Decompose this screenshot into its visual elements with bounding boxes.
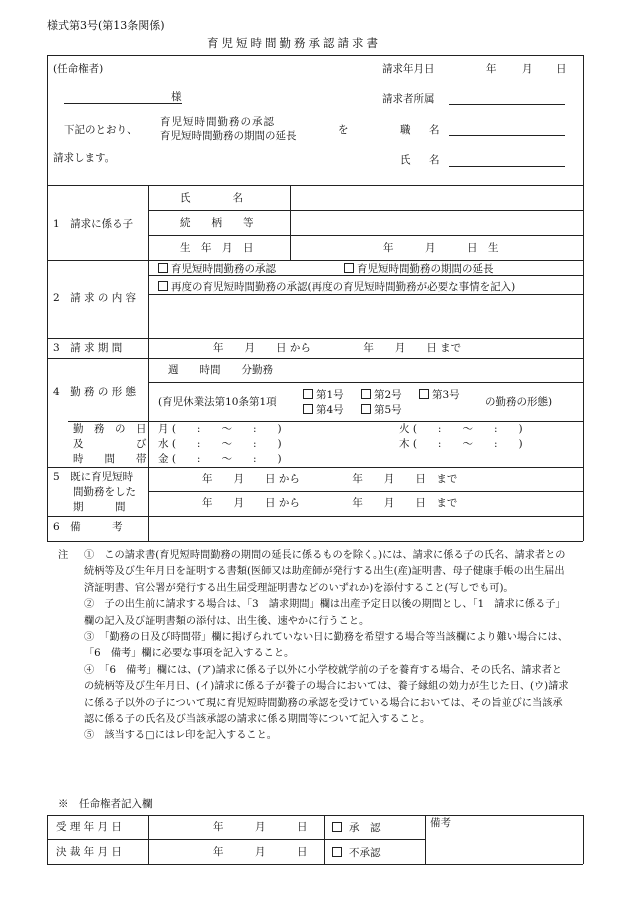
s4-monday: 月 ( : ～ : ) [158,423,282,435]
s1-row-line-1 [148,210,583,211]
s4-row-line-1 [148,382,583,383]
authority-section-title: ※ 任命権者記入欄 [58,798,153,810]
s1-row-line-2 [148,235,583,236]
request-date-label: 請求年月日 [382,63,435,75]
label-column-line [148,185,149,541]
s4-law-prefix: (育児休業法第10条第1項 [158,396,277,408]
date-day: 日 [556,63,567,75]
s4-wednesday: 水 ( : ～ : ) [158,438,282,450]
s3-label: 3 請 求 期 間 [53,342,123,354]
child-birth-label: 生 年 月 日 [180,242,254,254]
divider-header [47,185,583,186]
s5-row-1: 年 月 日 から 年 月 日 まで [202,473,458,485]
s2-row-line-1 [148,275,583,276]
note-4-text: ④ 「6 備考」欄には、(ア)請求に係る子以外に小学校就学前の子を養育する場合、その氏名、請求者との続柄等及び生年月日、(イ)請求に係る子が養子の場合においては、養子縁組の効力が生じた日、(ウ)請求に係る子以外の子について現に育児短時間勤務の承認を受けている場合においては、その旨並びに当該承認に係る子の氏名及び当該承認の請求に係る期間等について記入すること。 [84,664,569,726]
date-year: 年 [486,63,497,75]
s4-no1[interactable] [303,389,344,401]
s4-no2-label: 第2号 [374,389,402,401]
decided-date: 年 月 日 [213,846,308,858]
note-3 [58,630,570,663]
checkbox-icon[interactable] [419,389,429,399]
s4-friday: 金 ( : ～ : ) [158,453,282,465]
s2-label: 2 請 求 の 内 容 [53,292,137,304]
checkbox-icon[interactable] [303,389,313,399]
s4-no4-label: 第4号 [316,404,344,416]
received-label: 受 理 年 月 日 [56,821,122,833]
note-4 [58,663,570,729]
reject-label: 不承認 [349,847,381,859]
form-id: 様式第3号(第13条関係) [47,19,165,32]
received-date: 年 月 日 [213,821,308,833]
auth-col-3 [425,815,426,864]
approve-option[interactable] [332,822,381,834]
checkbox-icon[interactable] [361,404,371,414]
s1-col-line [290,185,291,260]
addressee-line [64,103,182,104]
s2-option-b-label: 育児短時間勤務の期間の延長 [357,263,494,275]
child-name-label: 氏 名 [180,192,243,204]
lead-text: 下記のとおり、 [64,124,138,136]
child-birth-value: 年 月 日 生 [383,242,499,254]
notes [58,548,570,745]
auth-table-mid [47,839,425,840]
remarks-label: 備考 [430,817,451,829]
auth-table-right [583,815,584,864]
s2-option-c[interactable] [158,281,515,293]
divider-s5 [47,516,583,517]
note-2 [58,597,570,630]
table-top [47,55,583,56]
s4-sub-label-3: 時 間 帯 [73,453,147,465]
name-label: 氏 名 [400,154,444,166]
s4-sub-label-2: 及 び [73,438,147,450]
s3-period-value: 年 月 日 から 年 月 日 まで [213,342,462,354]
checkbox-icon[interactable] [158,281,168,291]
s4-no3-label: 第3号 [432,389,460,401]
table-right [583,55,584,541]
note-2-text: ② 子の出生前に請求する場合は、「3 請求期間」欄は出産予定日以後の期間とし、「1 請求に係る子」欄の記入及び証明書類の添付は、出生後、速やかに行うこと。 [84,599,566,627]
table-bottom [47,541,583,542]
s2-option-a-label: 育児短時間勤務の承認 [171,263,276,275]
page-title: 育児短時間勤務承認請求書 [207,36,381,50]
divider-s4 [47,467,583,468]
s5-row-line [148,491,583,492]
auth-col-2 [324,815,325,864]
s4-no2[interactable] [361,389,402,401]
auth-table-left [47,815,48,864]
name-field[interactable] [449,166,565,167]
post-label: 職 名 [400,124,444,136]
closing-text: 請求します。 [53,152,116,164]
date-month: 月 [522,63,533,75]
s5-label-2: 間勤務をした [73,486,136,498]
checkbox-icon[interactable] [361,389,371,399]
s2-option-c-label: 再度の育児短時間勤務の承認(再度の育児短時間勤務が必要な事情を記入) [171,281,516,293]
table-left [47,55,48,541]
divider-s2 [47,338,583,339]
reject-option[interactable] [332,847,381,859]
s6-label: 6 備 考 [53,521,123,533]
s4-no4[interactable] [303,404,344,416]
note-5-text: ⑤ 該当する□にはレ印を記入すること。 [84,730,277,742]
auth-table-bottom [47,864,583,865]
checkbox-icon[interactable] [344,263,354,273]
s4-weekly: 週 時間 分勤務 [168,364,273,376]
s2-option-b[interactable] [344,263,494,275]
s4-row-line-2 [68,421,583,422]
s4-thursday: 木 ( : ～ : ) [399,438,523,450]
sama-label: 様 [171,91,182,103]
auth-table-top [47,815,583,816]
s4-no5-label: 第5号 [374,404,402,416]
affiliation-field[interactable] [449,104,565,105]
option-extension: 育児短時間勤務の期間の延長 [160,130,297,142]
approve-label: 承 認 [349,822,381,834]
s5-row-2: 年 月 日 から 年 月 日 まで [202,497,458,509]
checkbox-icon[interactable] [332,822,342,832]
checkbox-icon[interactable] [332,847,342,857]
s2-option-a[interactable] [158,263,276,275]
authority-label: (任命権者) [53,63,104,75]
s4-sub-label-1: 勤 務 の 日 [73,423,147,435]
note-1-text: ① この請求書(育児短時間勤務の期間の延長に係るものを除く。)には、請求に係る子の氏名、請求者との続柄等及び生年月日を証明する書類(医師又は助産師が発行する出生(産)証明書、母子健康手帳の出生届出済証明書、官公署が発行する出生届受理証明書などのいずれか)を添付すること(写しでも可)。 [84,550,566,594]
note-5 [58,728,570,744]
s4-no5[interactable] [361,404,402,416]
note-1 [58,548,570,597]
post-field[interactable] [449,135,565,136]
checkbox-icon[interactable] [303,404,313,414]
s4-tuesday: 火 ( : ～ : ) [399,423,523,435]
note-3-text: ③ 「勤務の日及び時間帯」欄に掲げられていない日に勤務を希望する場合等当該欄により難い場合には、「6 備考」欄に必要な事項を記入すること。 [84,632,568,660]
s2-row-line-2 [148,294,583,295]
s5-label-1: 5 既に育児短時 [53,471,134,483]
divider-s3 [47,358,583,359]
notes-head: 注 [58,550,69,561]
affiliation-label: 請求者所属 [382,93,435,105]
child-relation-label: 続 柄 等 [180,217,254,229]
s4-label: 4 勤 務 の 形 態 [53,386,137,398]
s5-label-3: 期 間 [73,501,126,513]
option-approval: 育児短時間勤務の承認 [160,116,275,128]
auth-col-1 [148,815,149,864]
s4-no3[interactable] [419,389,460,401]
s1-label: 1 請求に係る子 [53,218,134,230]
s4-no1-label: 第1号 [316,389,344,401]
decided-label: 決 裁 年 月 日 [56,846,122,858]
divider-s1 [47,260,583,261]
checkbox-icon[interactable] [158,263,168,273]
wo-particle: を [338,124,349,136]
s4-law-suffix: の勤務の形態) [485,396,553,408]
